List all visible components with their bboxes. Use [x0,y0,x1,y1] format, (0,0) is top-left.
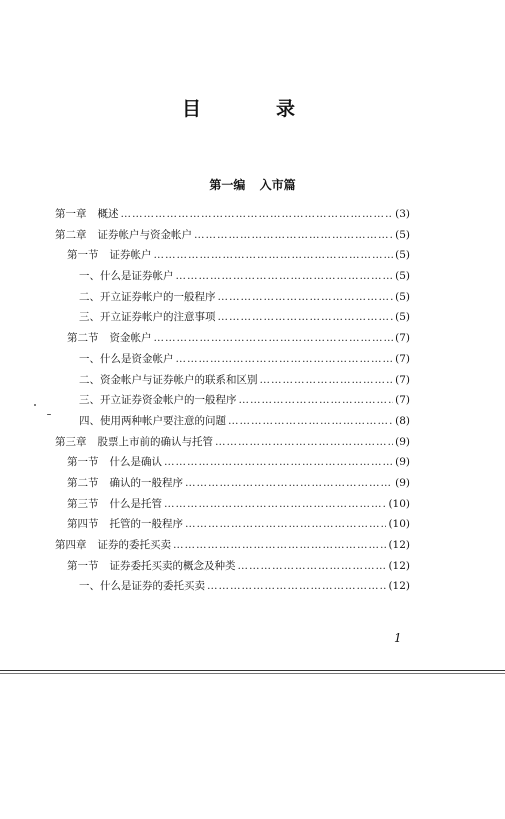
toc-entry-label [79,578,205,593]
toc-entry-label [79,268,174,283]
toc-entry-title: 二、开立证券帐户的一般程序 [79,290,216,303]
toc-entry[interactable] [55,392,410,413]
toc-leader-dots [173,539,386,551]
toc-entry-number: 第四节 [67,518,99,531]
toc-entry-page: (7) [395,373,410,386]
toc-entry-page: (5) [395,311,410,324]
scan-speck [34,404,36,406]
toc-entry-title: 四、使用两种帐户要注意的问题 [79,414,226,427]
toc-entry-title: 什么是托管 [109,497,162,510]
part-heading [0,176,505,193]
toc-entry-number: 第一章 [55,208,87,220]
toc-leader-dots [164,456,393,468]
toc-entry-label [79,372,258,387]
toc-entry-page: (5) [395,228,410,241]
toc-entry[interactable] [55,206,410,227]
toc-entry-title: 托管的一般程序 [109,518,183,531]
toc-entry-label [55,434,213,449]
toc-entry-number: 第二章 [55,228,87,241]
toc-entry-page: (9) [395,476,410,489]
toc-entry-title: 一、什么是证券的委托买卖 [79,580,205,593]
toc-leader-dots [185,518,386,530]
toc-entry-page: (12) [388,539,410,551]
toc-entry-label [55,206,119,221]
bottom-rule [0,670,505,671]
toc-entry-number: 第四章 [55,539,87,551]
toc-entry-title: 证券帐户 [109,249,152,262]
toc-entry-number: 第一节 [67,456,99,469]
toc-entry-title: 概述 [97,208,119,220]
toc-entry[interactable] [55,309,410,330]
toc-leader-dots [239,394,394,406]
toc-entry-label [67,330,152,345]
table-of-contents [55,206,410,599]
toc-entry-title: 三、开立证券资金帐户的一般程序 [79,394,237,407]
toc-entry-label [79,289,216,304]
toc-entry-label [67,496,162,511]
toc-entry[interactable] [55,351,410,372]
toc-entry[interactable] [55,558,410,579]
toc-entry-page: (10) [388,497,410,510]
toc-entry-label [55,227,192,242]
toc-entry-title: 一、什么是资金帐户 [79,352,174,365]
toc-entry-number: 第二节 [67,476,99,489]
toc-entry-number: 第三节 [67,497,99,510]
toc-entry-page: (5) [395,290,410,303]
toc-entry-title: 股票上市前的确认与托管 [97,435,213,448]
toc-entry-page: (7) [395,332,410,345]
toc-entry-number: 第二节 [67,332,99,345]
toc-leader-dots [228,415,393,427]
toc-entry-label [55,537,171,552]
toc-entry-page: (5) [395,249,410,262]
toc-entry[interactable] [55,578,410,599]
toc-entry-title: 确认的一般程序 [109,476,183,489]
toc-entry-title: 二、资金帐户与证券帐户的联系和区别 [79,373,258,386]
part-name: 第一编 [209,178,246,192]
toc-leader-dots [154,249,394,261]
bottom-rule-secondary [0,673,505,674]
part-title: 入市篇 [259,178,296,192]
toc-leader-dots [207,580,386,592]
toc-entry-page: (12) [388,580,410,593]
toc-entry-page: (7) [395,352,410,365]
toc-entry-label [67,516,183,531]
toc-entry-page: (9) [395,456,410,469]
toc-entry[interactable] [55,372,410,393]
toc-entry-label [67,475,183,490]
toc-entry[interactable] [55,454,410,475]
toc-entry-title: 三、开立证券帐户的注意事项 [79,311,216,324]
toc-entry[interactable] [55,475,410,496]
toc-leader-dots [215,436,393,448]
toc-entry-title: 什么是确认 [109,456,162,469]
page-title: 目 录 [181,98,323,120]
toc-leader-dots [238,560,387,572]
toc-entry[interactable] [55,434,410,455]
toc-entry[interactable] [55,289,410,310]
toc-leader-dots [260,374,394,386]
toc-entry-title: 证券委托买卖的概念及种类 [109,559,236,572]
toc-entry-number: 第三章 [55,435,87,448]
toc-entry[interactable] [55,537,410,558]
toc-entry-page: (8) [395,414,410,427]
toc-entry-label [79,413,226,428]
toc-entry-label [79,351,174,366]
toc-entry-number: 第一节 [67,559,99,572]
toc-entry-title: 资金帐户 [109,332,152,345]
scan-speck [47,414,51,415]
toc-entry-page: (7) [395,394,410,407]
toc-entry-label [67,247,152,262]
toc-entry-label [79,309,216,324]
toc-entry[interactable] [55,247,410,268]
toc-entry-title: 一、什么是证券帐户 [79,270,174,283]
toc-entry[interactable] [55,330,410,351]
toc-entry-number: 第一节 [67,249,99,262]
toc-entry-page: (5) [395,270,410,283]
toc-entry[interactable] [55,496,410,517]
toc-leader-dots [185,477,393,489]
toc-entry[interactable] [55,516,410,537]
toc-entry-title: 证券帐户与资金帐户 [97,228,192,241]
toc-entry[interactable] [55,268,410,289]
toc-leader-dots [164,498,386,510]
toc-leader-dots [176,353,394,365]
toc-entry[interactable] [55,227,410,248]
toc-leader-dots [176,270,394,282]
toc-leader-dots [218,311,394,323]
toc-entry-page: (3) [395,208,410,220]
toc-entry-label [79,392,237,407]
toc-entry-page: (12) [388,559,410,572]
toc-leader-dots [154,332,394,344]
toc-entry-page: (9) [395,435,410,448]
toc-entry[interactable] [55,413,410,434]
toc-entry-label [67,558,236,573]
toc-leader-dots [218,291,394,303]
page-number: 1 [394,631,402,645]
toc-entry-label [67,454,162,469]
toc-leader-dots [194,229,393,241]
toc-entry-title: 证券的委托买卖 [97,539,171,551]
toc-leader-dots [121,208,394,220]
toc-entry-page: (10) [388,518,410,531]
